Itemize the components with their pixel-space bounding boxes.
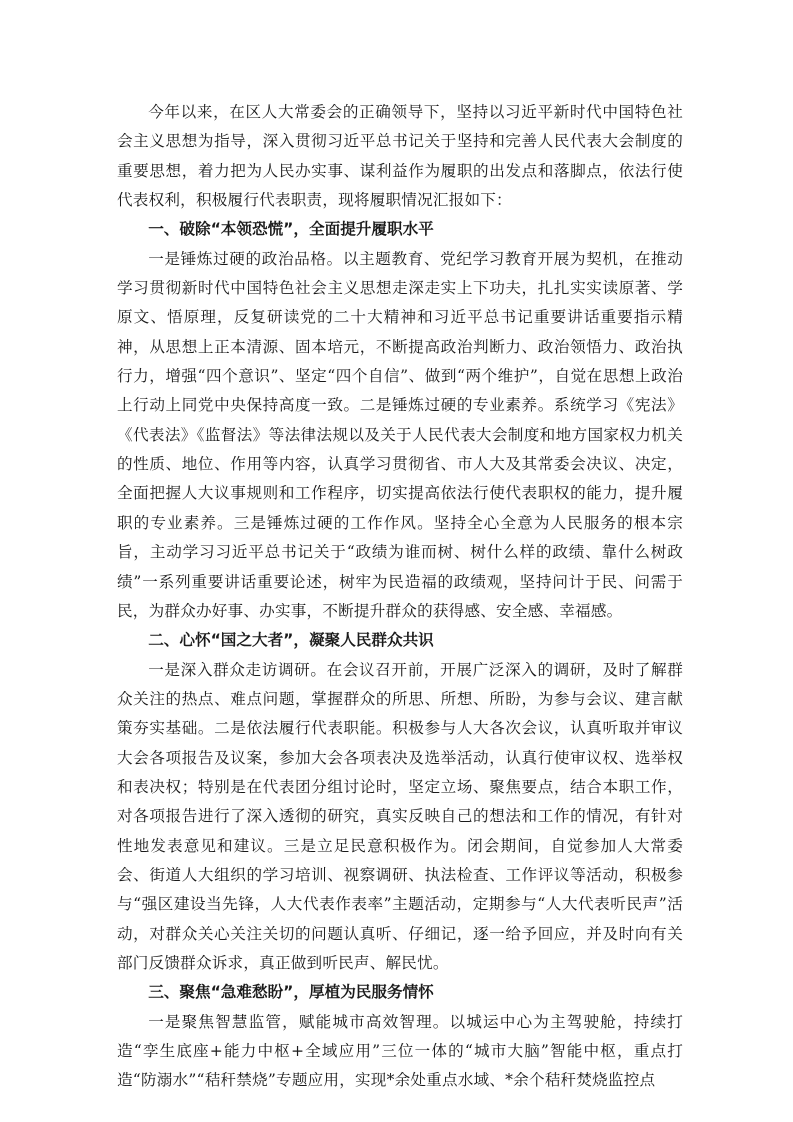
section-2-heading: 二、心怀“国之大者”，凝聚人民群众共识 [148, 631, 434, 650]
document-body [117, 98, 683, 1096]
section-3-heading: 三、聚焦“急难愁盼”，厚植为民服务情怀 [148, 983, 434, 1002]
section-3-paragraph: 一是聚焦智慧监管，赋能城市高效智理。以城运中心为主驾驶舱，持续打造“孪生底座+能力中枢+全域应用”三位一体的“城市大脑”智能中枢，重点打造“防溺水”“秸秆禁烧”专题应用，实现*余处重点水域、*余个秸秆焚烧监控点 [117, 1012, 683, 1090]
section-1-heading: 一、破除“本领恐慌”，全面提升履职水平 [148, 220, 434, 239]
intro-paragraph: 今年以来，在区人大常委会的正确领导下，坚持以习近平新时代中国特色社会主义思想为指导，深入贯彻习近平总书记关于坚持和完善人民代表大会制度的重要思想，着力把为人民办实事、谋利益作为履职的出发点和落脚点，依法行使代表权利，积极履行代表职责，现将履职情况汇报如下： [117, 103, 683, 210]
section-2-paragraph: 一是深入群众走访调研。在会议召开前，开展广泛深入的调研，及时了解群众关注的热点、难点问题，掌握群众的所思、所想、所盼，为参与会议、建言献策夯实基础。二是依法履行代表职能。积极参与人大各次会议，认真听取并审议大会各项报告及议案，参加大会各项表决及选举活动，认真行使审议权、选举权和表决权；特别是在代表团分组讨论时，坚定立场、聚焦要点，结合本职工作，对各项报告进行了深入透彻的研究，真实反映自己的想法和工作的情况，有针对性地发表意见和建议。三是立足民意积极作为。闭会期间，自觉参加人大常委会、街道人大组织的学习培训、视察调研、执法检查、工作评议等活动，积极参与“强区建设当先锋，人大代表作表率”主题活动，定期参与“人大代表听民声”活动，对群众关心关注关切的问题认真听、仔细记，逐一给予回应，并及时向有关部门反馈群众诉求，真正做到听民声、解民忧。 [117, 660, 683, 972]
section-1-paragraph: 一是锤炼过硬的政治品格。以主题教育、党纪学习教育开展为契机，在推动学习贯彻新时代中国特色社会主义思想走深走实上下功夫，扎扎实实读原著、学原文、悟原理，反复研读党的二十大精神和习近平总书记重要讲话重要指示精神，从思想上正本清源、固本培元，不断提高政治判断力、政治领悟力、政治执行力，增强“四个意识”、坚定“四个自信”、做到“两个维护”，自觉在思想上政治上行动上同党中央保持高度一致。二是锤炼过硬的专业素养。系统学习《宪法》《代表法》《监督法》等法律法规以及关于人民代表大会制度和地方国家权力机关的性质、地位、作用等内容，认真学习贯彻省、市人大及其常委会决议、决定，全面把握人大议事规则和工作程序，切实提高依法行使代表职权的能力，提升履职的专业素养。三是锤炼过硬的工作作风。坚持全心全意为人民服务的根本宗旨，主动学习习近平总书记关于“政绩为谁而树、树什么样的政绩、靠什么树政绩”一系列重要讲话重要论述，树牢为民造福的政绩观，坚持问计于民、问需于民，为群众办好事、办实事，不断提升群众的获得感、安全感、幸福感。 [117, 249, 683, 620]
